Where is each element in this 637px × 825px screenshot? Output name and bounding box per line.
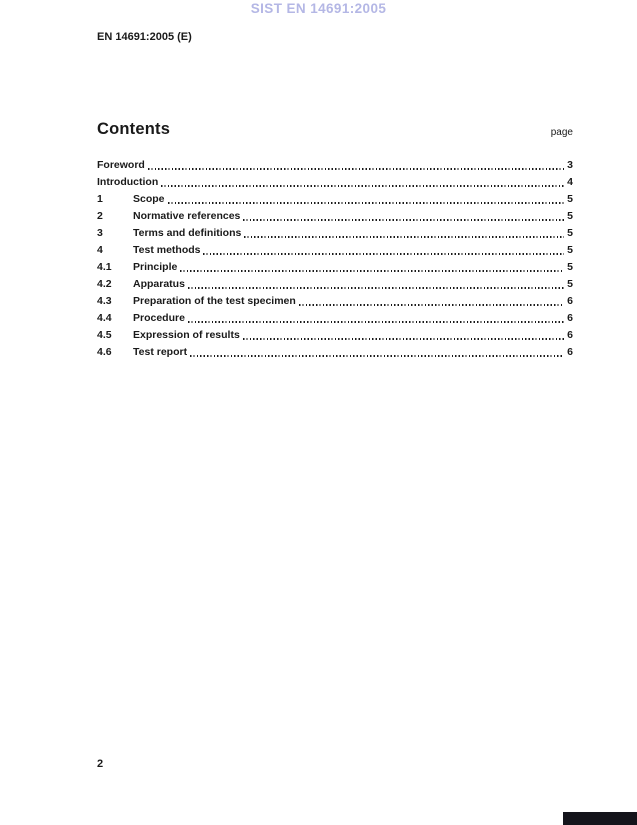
toc-leader-dots (190, 355, 564, 356)
toc-leader-dots (148, 168, 564, 169)
toc-entry-number: 4.4 (97, 312, 112, 324)
toc-entry-page: 5 (567, 278, 573, 290)
toc-entry-title: Normative references (133, 210, 241, 222)
toc-entry (97, 344, 573, 361)
page-column-label: page (550, 127, 573, 138)
toc-entry-number: 4.2 (97, 278, 112, 290)
toc-entry (97, 242, 573, 259)
toc-leader-dots (244, 236, 564, 237)
toc-entry-number: 4.3 (97, 295, 112, 307)
toc-entry (97, 259, 573, 276)
toc-leader-dots (243, 338, 564, 339)
toc-entry-page: 5 (567, 193, 573, 205)
toc-leader-dots (203, 253, 564, 254)
toc-entry-number: 4.1 (97, 261, 112, 273)
toc-entry-page: 5 (567, 244, 573, 256)
toc-entry-page: 3 (567, 159, 573, 171)
toc-leader-dots (180, 270, 564, 271)
toc-entry-page: 5 (567, 210, 573, 222)
toc-entry (97, 208, 573, 225)
standard-id-watermark: SIST EN 14691:2005 (250, 1, 387, 16)
toc-entry (97, 293, 573, 310)
toc-leader-dots (168, 202, 564, 203)
toc-entry-page: 5 (567, 227, 573, 239)
contents-title: Contents (97, 120, 171, 138)
toc-entry (97, 327, 573, 344)
toc-entry-page: 6 (567, 312, 573, 324)
toc-entry-title: Scope (133, 193, 165, 205)
toc-list (97, 157, 573, 361)
toc-entry (97, 174, 573, 191)
toc-entry (97, 225, 573, 242)
toc-entry (97, 191, 573, 208)
toc-entry-page: 6 (567, 295, 573, 307)
toc-leader-dots (188, 321, 564, 322)
page-corner-bar (563, 812, 637, 825)
toc-entry-title: Procedure (133, 312, 185, 324)
toc-entry-title: Apparatus (133, 278, 185, 290)
toc-entry-page: 6 (567, 329, 573, 341)
toc-entry-title: Test methods (133, 244, 201, 256)
toc-entry (97, 276, 573, 293)
toc-entry-page: 6 (567, 346, 573, 358)
toc-entry-title: Expression of results (133, 329, 240, 341)
toc-leader-dots (161, 185, 564, 186)
toc-entry-title: Introduction (97, 176, 159, 188)
toc-entry (97, 157, 573, 174)
toc-leader-dots (188, 287, 564, 288)
toc-entry (97, 310, 573, 327)
contents-header (97, 120, 573, 139)
toc-entry-number: 4.6 (97, 346, 112, 358)
toc-entry-number: 1 (97, 193, 103, 205)
toc-entry-number: 4.5 (97, 329, 112, 341)
toc-entry-page: 5 (567, 261, 573, 273)
toc-entry-number: 3 (97, 227, 103, 239)
toc-entry-title: Preparation of the test specimen (133, 295, 296, 307)
document-reference: EN 14691:2005 (E) (97, 31, 192, 43)
toc-leader-dots (243, 219, 564, 220)
toc-entry-title: Terms and definitions (133, 227, 242, 239)
toc-leader-dots (299, 304, 564, 305)
toc-entry-page: 4 (567, 176, 573, 188)
toc-entry-title: Principle (133, 261, 178, 273)
toc-entry-number: 4 (97, 244, 103, 256)
page-number: 2 (97, 758, 104, 770)
toc-entry-number: 2 (97, 210, 103, 222)
toc-entry-title: Test report (133, 346, 188, 358)
toc-entry-title: Foreword (97, 159, 145, 171)
